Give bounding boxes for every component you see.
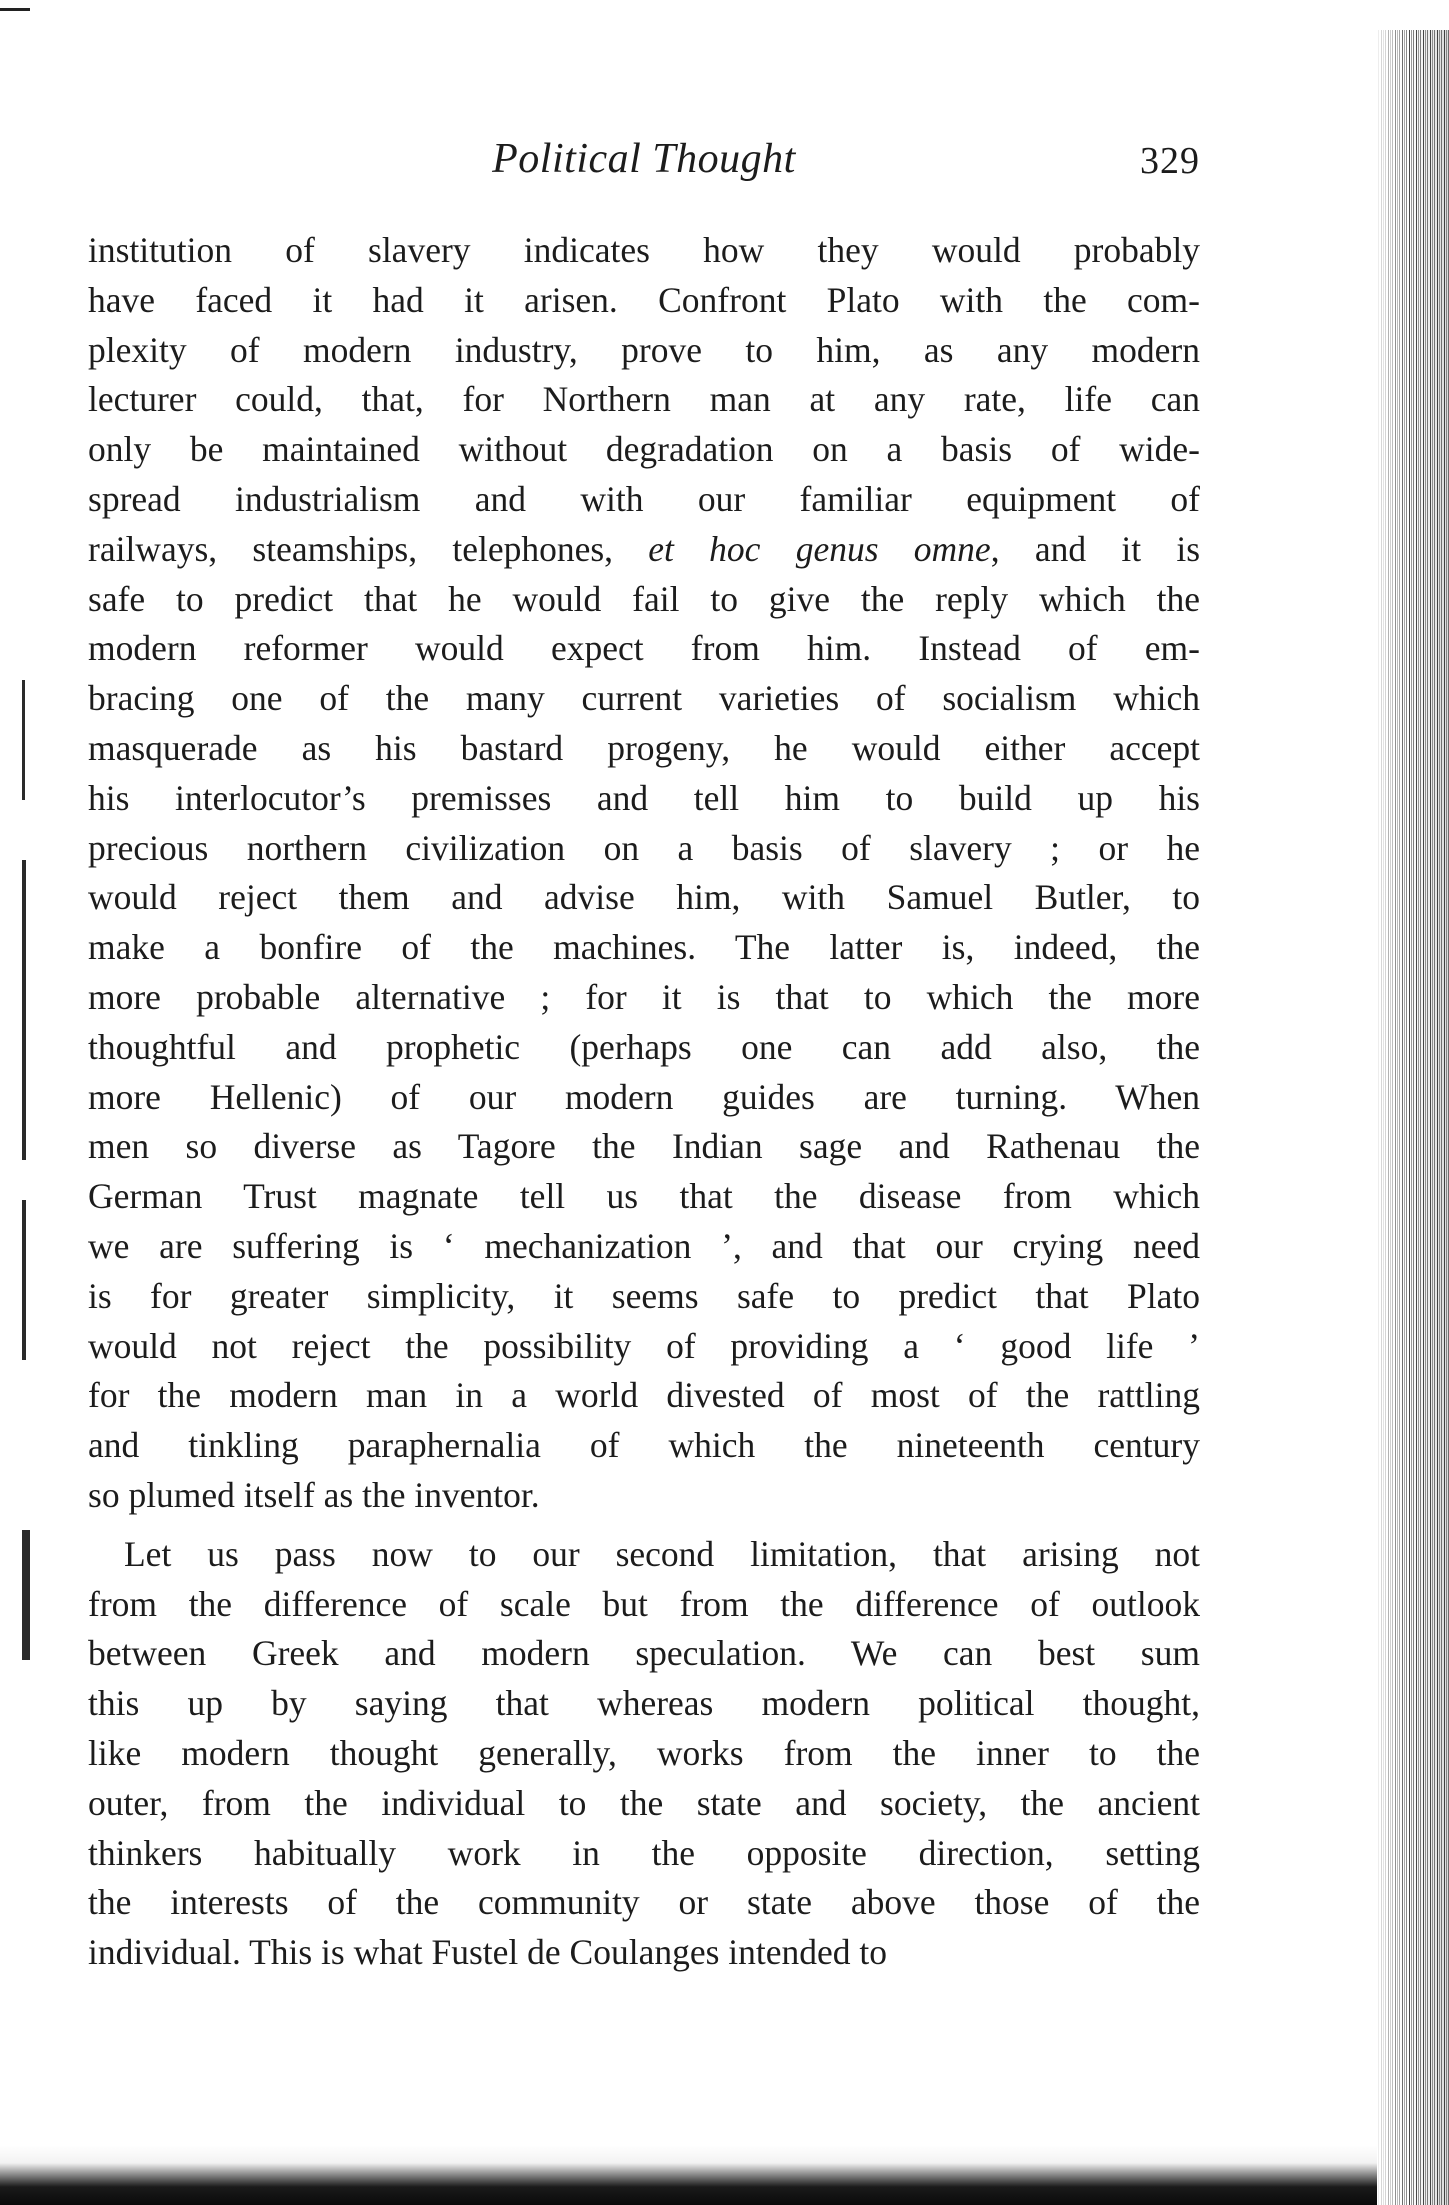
text-line: we are suffering is ‘ mechanization ’, and that our crying need	[88, 1225, 1200, 1266]
text-line: individual. This is what Fustel de Coulanges intended to	[88, 1932, 888, 1973]
text-line: precious northern civilization on a basis of slavery ; or he	[88, 827, 1200, 868]
text-line: more probable alternative ; for it is that to which the more	[88, 976, 1200, 1017]
text-line: institution of slavery indicates how they would probably	[88, 230, 1200, 270]
text-line: bracing one of the many current varieties of socialism which	[88, 678, 1200, 719]
text-line: so plumed itself as the inventor.	[88, 1474, 540, 1515]
text-line: spread industrialism and with our familiar equipment of	[88, 478, 1200, 519]
text-line: only be maintained without degradation on a basis of wide-	[88, 429, 1200, 470]
text-line: railways, steamships, telephones, et hoc genus omne, and it is	[88, 528, 1201, 569]
text-line: have faced it had it arisen. Confront Plato with the com-	[88, 279, 1200, 320]
page-bottom-shadow	[0, 2145, 1377, 2205]
text-line: plexity of modern industry, prove to him, as any modern	[88, 329, 1200, 370]
scan-margin-mark	[22, 1200, 26, 1360]
text-line: his interlocutor’s premisses and tell him to build up his	[88, 777, 1200, 818]
scan-margin-mark	[22, 680, 25, 800]
scan-margin-mark	[22, 860, 26, 1160]
text-line: like modern thought generally, works from the inner to the	[88, 1732, 1200, 1773]
text-line: men so diverse as Tagore the Indian sage and Rathenau the	[88, 1126, 1200, 1167]
text-line: more Hellenic) of our modern guides are turning. When	[88, 1076, 1200, 1117]
text-line: would not reject the possibility of providing a ‘ good life ’	[88, 1325, 1200, 1366]
text-line: for the modern man in a world divested of most of the rattling	[88, 1375, 1200, 1416]
page-header	[88, 135, 1200, 195]
page-number: 329	[1140, 140, 1200, 182]
text-line: thoughtful and prophetic (perhaps one can add also, the	[88, 1026, 1200, 1067]
text-line: modern reformer would expect from him. Instead of em-	[88, 628, 1200, 669]
text-line: Let us pass now to our second limitation, that arising not	[124, 1533, 1200, 1574]
text-line: masquerade as his bastard progeny, he would either accept	[88, 727, 1200, 768]
text-line: between Greek and modern speculation. We can best sum	[88, 1633, 1200, 1674]
paragraph-gap	[88, 1521, 1200, 1530]
page-binding-shade	[1377, 30, 1449, 2205]
text-line: the interests of the community or state above those of the	[88, 1882, 1200, 1923]
text-line: German Trust magnate tell us that the disease from which	[88, 1176, 1200, 1217]
text-line: would reject them and advise him, with Samuel Butler, to	[88, 877, 1200, 918]
running-title: Political Thought	[492, 136, 796, 182]
text-line: from the difference of scale but from the difference of outlook	[88, 1583, 1200, 1624]
text-line: thinkers habitually work in the opposite direction, setting	[88, 1832, 1200, 1873]
text-line: outer, from the individual to the state and society, the ancient	[88, 1782, 1200, 1823]
text-line: and tinkling paraphernalia of which the nineteenth century	[88, 1425, 1200, 1466]
scan-margin-mark	[22, 1530, 30, 1660]
text-line: is for greater simplicity, it seems safe to predict that Plato	[88, 1275, 1200, 1316]
text-line: safe to predict that he would fail to give the reply which the	[88, 578, 1200, 619]
text-line: this up by saying that whereas modern political thought,	[88, 1683, 1200, 1724]
body-text	[88, 226, 1200, 1978]
italic-phrase: et hoc genus omne	[648, 528, 991, 569]
text-line: make a bonfire of the machines. The latter is, indeed, the	[88, 927, 1200, 968]
scan-corner-mark	[0, 8, 30, 11]
text-line: lecturer could, that, for Northern man at any rate, life can	[88, 379, 1200, 420]
